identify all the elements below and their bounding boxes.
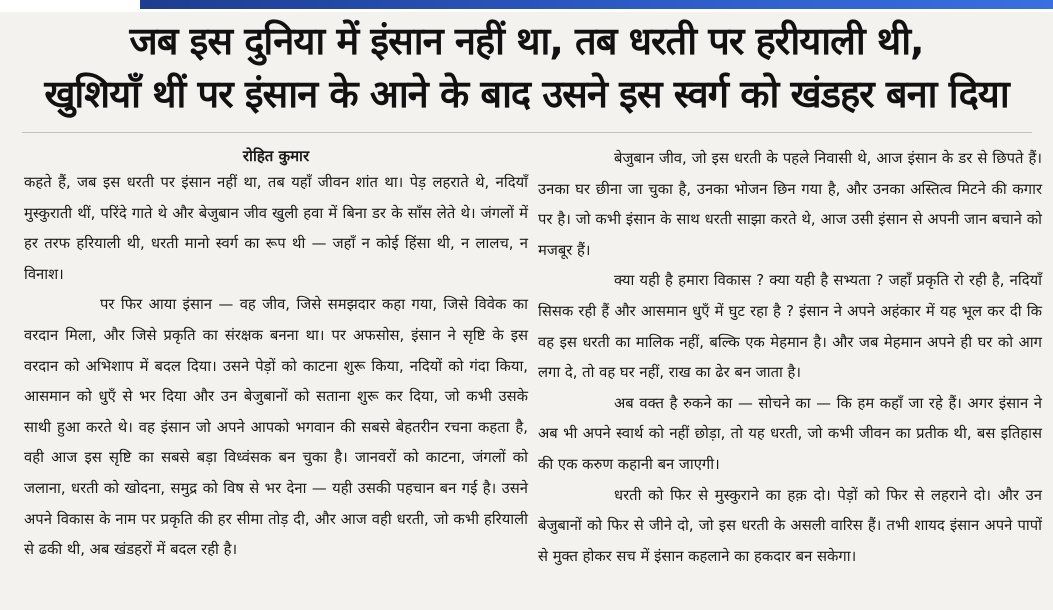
- left-paragraph-2: पर फिर आया इंसान — वह जीव, जिसे समझदार कहा गया, जिसे विवेक का वरदान मिला, और जिसे प्रकृति का संरक्षक बनना था। पर अफसोस, इंसान ने सृष्टि के इस वरदान को अभिशाप में बदल दिया। उसने पेड़ों को काटना शुरू किया, नदियों को गंदा किया, आसमान को धुएँ से भर दिया और उन बेजुबानों को सताना शुरू कर दिया, जो कभी उसके साथी हुआ करते थे। वह इंसान जो अपने आपको भगवान की सबसे बेहतरीन रचना कहता है, वही आज इस सृष्टि का सबसे बड़ा विध्वंसक बन चुका है। जानवरों को काटना, जंगलों को जलाना, धरती को खोदना, समुद्र को विष से भर देना — यही उसकी पहचान बन गई है। उसने अपने विकास के नाम पर प्रकृति की हर सीमा तोड़ दी, और आज वही धरती, जो कभी हरियाली से ढकी थी, अब खंडहरों में बदल रही है।: [24, 296, 528, 559]
- left-column: [24, 144, 528, 566]
- right-paragraph-3: अब वक्त है रुकने का — सोचने का — कि हम कहाँ जा रहे हैं। अगर इंसान ने अब भी अपने स्वार्थ को नहीं छोड़ा, तो यह धरती, जो कभी जीवन का प्रतीक थी, बस इतिहास की एक करुण कहानी बन जाएगी।: [538, 394, 1042, 473]
- headline-line-1: जब इस दुनिया में इंसान नहीं था, तब धरती पर हरीयाली थी,: [129, 19, 924, 63]
- right-paragraph-1: बेजुबान जीव, जो इस धरती के पहले निवासी थे, आज इंसान के डर से छिपते हैं। उनका घर छीना जा चुका है, उनका भोजन छिन गया है, और उनका अस्तित्व मिटने की कगार पर है। जो कभी इंसान के साथ धरती साझा करते थे, आज उसी इंसान से अपनी जान बचाने को मजबूर हैं।: [538, 150, 1042, 259]
- right-paragraph-4: धरती को फिर से मुस्कुराने का हक़ दो। पेड़ों को फिर से लहराने दो। और उन बेजुबानों को फिर से जीने दो, जो इस धरती के असली वारिस हैं। तभी शायद इंसान अपने पापों से मुक्त होकर सच में इंसान कहलाने का हकदार बन सकेगा।: [538, 486, 1042, 565]
- byline: रोहित कुमार: [242, 147, 310, 165]
- headline-line-2: खुशियाँ थीं पर इंसान के आने के बाद उसने इस स्वर्ग को खंडहर बना दिया: [44, 72, 1009, 116]
- left-paragraph-1: कहते हैं, जब इस धरती पर इंसान नहीं था, तब यहाँ जीवन शांत था। पेड़ लहराते थे, नदियाँ मुस्कुराती थीं, परिंदे गाते थे और बेजुबान जीव खुली हवा में बिना डर के साँस लेते थे। जंगलों में हर तरफ हरियाली थी, धरती मानो स्वर्ग का रूप थी — जहाँ न कोई हिंसा थी, न लालच, न विनाश।: [24, 174, 528, 283]
- headline-divider: [22, 132, 1032, 133]
- right-column: [538, 144, 1042, 572]
- top-accent-bar: [140, 0, 1053, 9]
- headline: [0, 14, 1053, 120]
- right-paragraph-2: क्या यही है हमारा विकास ? क्या यही है सभ्यता ? जहाँ प्रकृति रो रही है, नदियाँ सिसक रही हैं और आसमान धुएँ में घुट रहा है ? इंसान ने अपने अहंकार में यह भूल कर दी कि वह इस धरती का मालिक नहीं, बल्कि एक मेहमान है। और जब मेहमान अपने ही घर को आग लगा दे, तो वह घर नहीं, राख का ढेर बन जाता है।: [538, 272, 1042, 382]
- top-bar: [0, 0, 1053, 12]
